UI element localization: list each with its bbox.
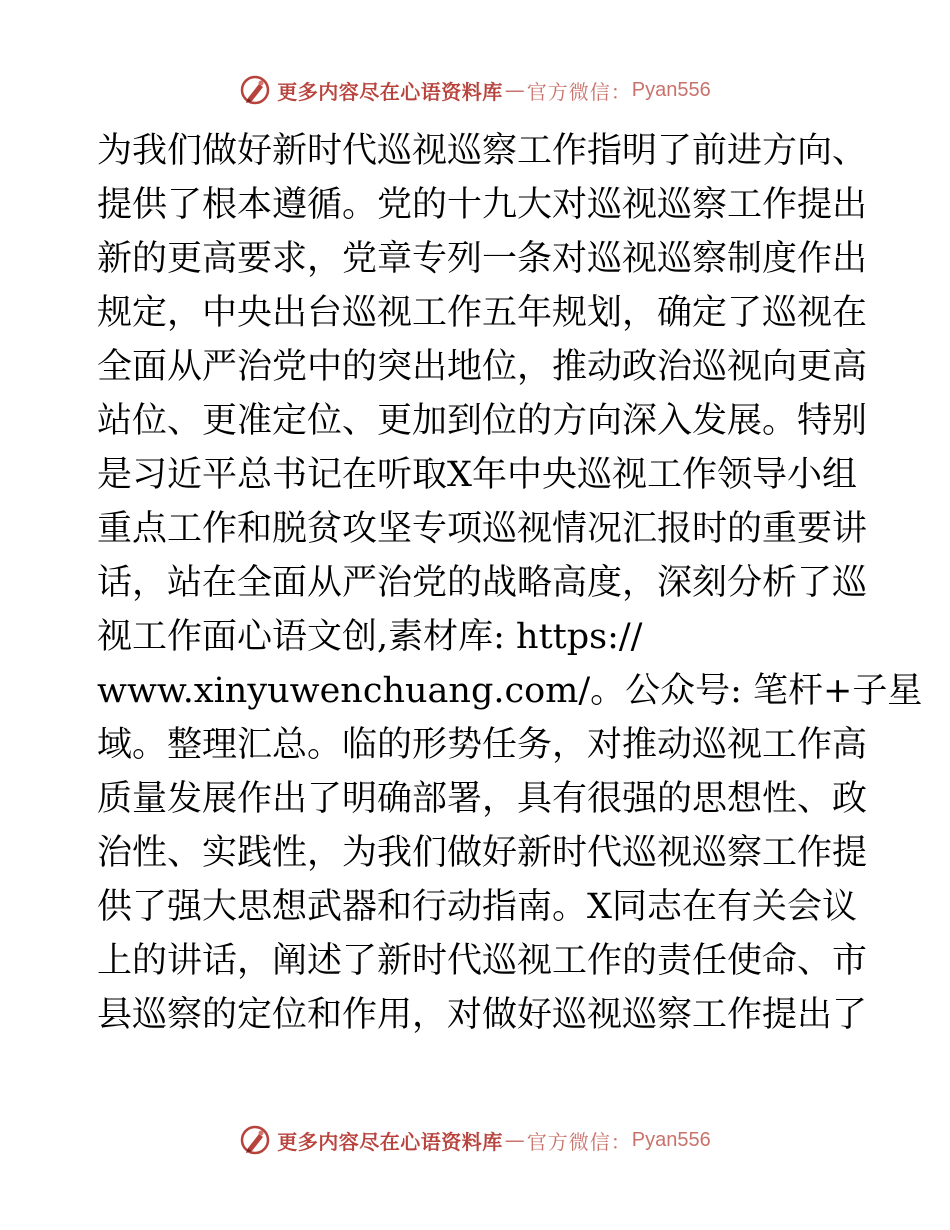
text-line: 为我们做好新时代巡视巡察工作指明了前进方向、: [97, 131, 868, 171]
pen-logo-icon: [239, 74, 271, 106]
text-line: www.xinyuwenchuang.com/。公众号: 笔杆+子星: [97, 671, 923, 711]
header-banner: [0, 70, 950, 110]
text-line: 县巡察的定位和作用，对做好巡视巡察工作提出了: [97, 995, 868, 1035]
text-line: 上的讲话，阐述了新时代巡视工作的责任使命、市: [97, 941, 868, 981]
banner-text: 更多内容尽在心语资料库: [277, 1129, 503, 1154]
banner-text: 更多内容尽在心语资料库: [277, 79, 503, 104]
pen-logo-icon: [239, 1124, 271, 1156]
text-line: 重点工作和脱贫攻坚专项巡视情况汇报时的重要讲: [97, 509, 868, 549]
text-line: 站位、更准定位、更加到位的方向深入发展。特别: [97, 401, 868, 441]
text-line: 话，站在全面从严治党的战略高度，深刻分析了巡: [97, 563, 868, 603]
text-line: 是习近平总书记在听取X年中央巡视工作领导小组: [97, 455, 857, 495]
text-line: 治性、实践性，为我们做好新时代巡视巡察工作提: [97, 833, 868, 873]
text-line: 视工作面心语文创,素材库: https://: [97, 617, 643, 657]
banner-separator: —: [504, 1128, 525, 1152]
text-line: 提供了根本遵循。党的十九大对巡视巡察工作提出: [97, 185, 868, 225]
document-body: [97, 124, 923, 1042]
text-line: 规定，中央出台巡视工作五年规划，确定了巡视在: [97, 293, 868, 333]
wechat-id: Pyan556: [631, 78, 711, 101]
text-line: 域。整理汇总。临的形势任务，对推动巡视工作高: [97, 725, 868, 765]
banner-separator: —: [504, 78, 525, 102]
text-line: 供了强大思想武器和行动指南。X同志在有关会议: [97, 887, 857, 927]
text-line: 质量发展作出了明确部署，具有很强的思想性、政: [97, 779, 868, 819]
text-line: 新的更高要求，党章专列一条对巡视巡察制度作出: [97, 239, 868, 279]
official-label: 官方微信：: [526, 79, 632, 104]
wechat-id: Pyan556: [631, 1128, 711, 1151]
official-label: 官方微信：: [526, 1129, 632, 1154]
footer-banner: [0, 1120, 950, 1160]
text-line: 全面从严治党中的突出地位，推动政治巡视向更高: [97, 347, 868, 387]
